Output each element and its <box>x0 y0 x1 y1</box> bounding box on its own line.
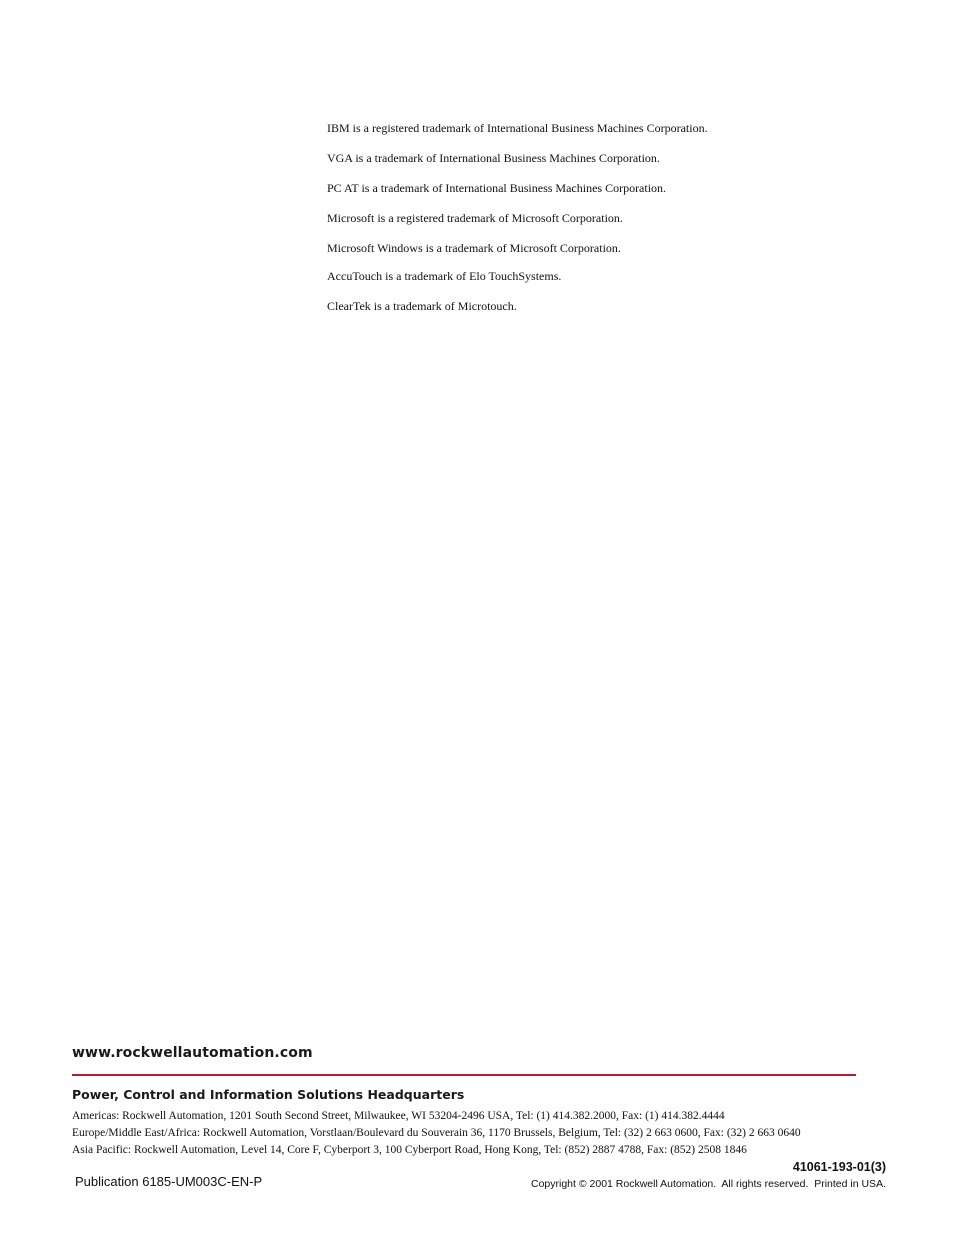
trademark-line: AccuTouch is a trademark of Elo TouchSystems. <box>327 269 562 283</box>
trademark-line: VGA is a trademark of International Business Machines Corporation. <box>327 151 660 165</box>
trademark-line: PC AT is a trademark of International Business Machines Corporation. <box>327 181 667 195</box>
headquarters-title: Power, Control and Information Solutions Headquarters <box>72 1087 465 1102</box>
address-asia-pacific: Asia Pacific: Rockwell Automation, Level 14, Core F, Cyberport 3, 100 Cyberport Road, Hong Kong, Tel: (852) 2887 4788, Fax: (852) 2508 1846 <box>72 1144 747 1156</box>
trademark-line: Microsoft is a registered trademark of Microsoft Corporation. <box>327 211 623 225</box>
trademark-line: IBM is a registered trademark of International Business Machines Corporation. <box>327 121 708 135</box>
address-emea: Europe/Middle East/Africa: Rockwell Automation, Vorstlaan/Boulevard du Souverain 36, 1170 Brussels, Belgium, Tel: (32) 2 663 0600, Fax: (32) 2 663 0640 <box>72 1127 801 1139</box>
document-number: 41061-193-01(3) <box>792 1160 886 1174</box>
website-url: www.rockwellautomation.com <box>72 1045 313 1061</box>
copyright-notice: Copyright © 2001 Rockwell Automation. All rights reserved. Printed in USA. <box>531 1178 886 1190</box>
trademark-line: Microsoft Windows is a trademark of Microsoft Corporation. <box>327 241 621 255</box>
footer-divider <box>72 1074 856 1076</box>
address-americas: Americas: Rockwell Automation, 1201 South Second Street, Milwaukee, WI 53204-2496 USA, Tel: (1) 414.382.2000, Fax: (1) 414.382.4444 <box>72 1110 725 1122</box>
publication-number: Publication 6185-UM003C-EN-P <box>75 1174 263 1189</box>
trademark-line: ClearTek is a trademark of Microtouch. <box>327 299 517 313</box>
